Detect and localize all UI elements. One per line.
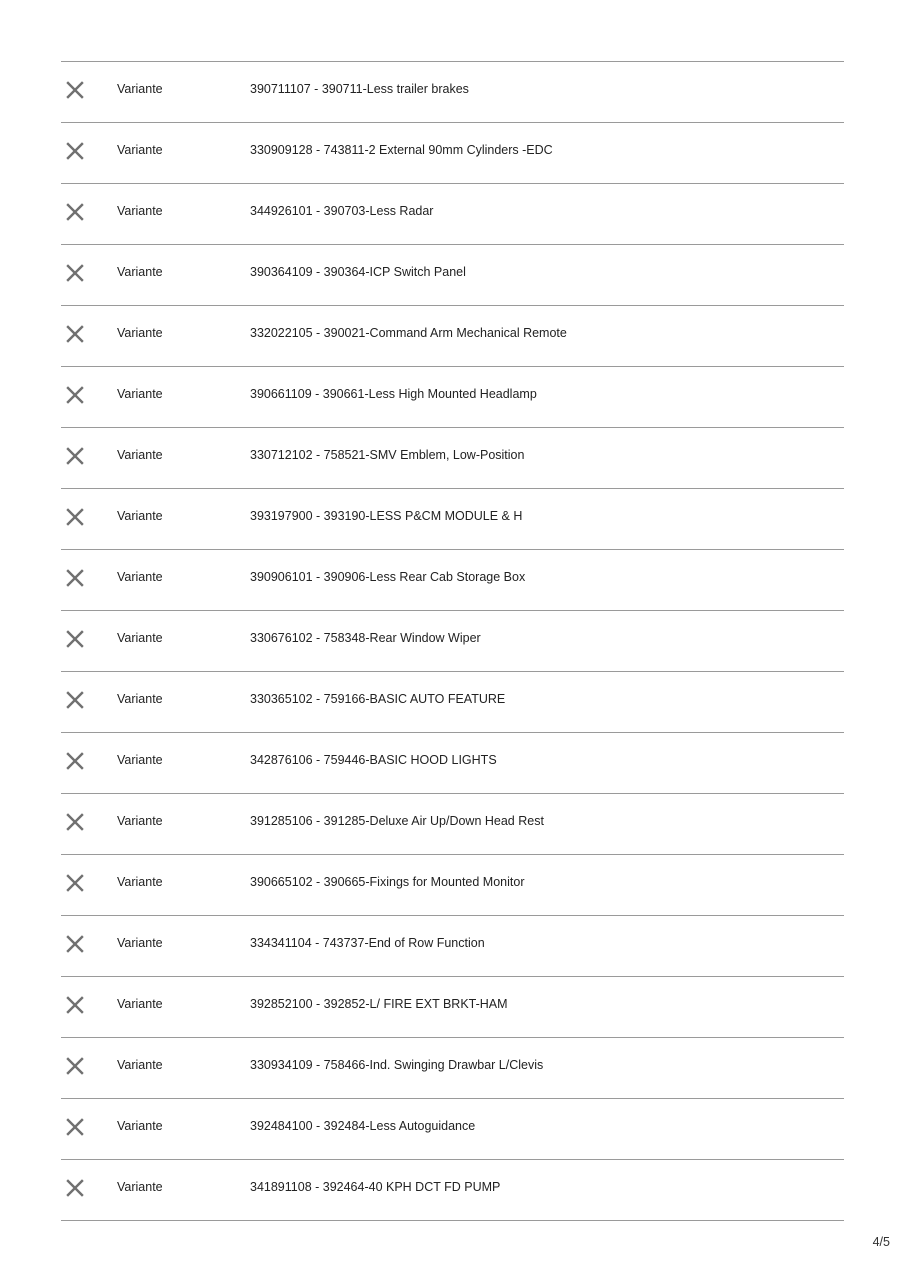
item-type: Variante: [117, 570, 163, 584]
list-item: [61, 916, 844, 977]
item-type: Variante: [117, 936, 163, 950]
item-description: 391285106 - 391285-Deluxe Air Up/Down Head Rest: [250, 814, 544, 828]
item-type: Variante: [117, 143, 163, 157]
list-item: [61, 123, 844, 184]
item-type: Variante: [117, 326, 163, 340]
close-x-icon: [65, 690, 85, 710]
item-description: 330365102 - 759166-BASIC AUTO FEATURE: [250, 692, 506, 706]
item-description: 341891108 - 392464-40 KPH DCT FD PUMP: [250, 1180, 501, 1194]
item-description: 330934109 - 758466-Ind. Swinging Drawbar L/Clevis: [250, 1058, 544, 1072]
close-x-icon: [65, 263, 85, 283]
close-x-icon: [65, 629, 85, 649]
item-type: Variante: [117, 631, 163, 645]
item-type: Variante: [117, 814, 163, 828]
item-description: 330712102 - 758521-SMV Emblem, Low-Position: [250, 448, 525, 462]
list-item: [61, 855, 844, 916]
item-description: 392484100 - 392484-Less Autoguidance: [250, 1119, 476, 1133]
item-type: Variante: [117, 1119, 163, 1133]
item-description: 330909128 - 743811-2 External 90mm Cylinders -EDC: [250, 143, 553, 157]
close-x-icon: [65, 446, 85, 466]
item-type: Variante: [117, 387, 163, 401]
close-x-icon: [65, 934, 85, 954]
list-item: [61, 306, 844, 367]
item-description: 334341104 - 743737-End of Row Function: [250, 936, 485, 950]
item-description: 342876106 - 759446-BASIC HOOD LIGHTS: [250, 753, 497, 767]
list-item: [61, 794, 844, 855]
variant-list: [61, 61, 844, 1221]
list-item: [61, 550, 844, 611]
item-type: Variante: [117, 448, 163, 462]
list-item: [61, 977, 844, 1038]
close-x-icon: [65, 80, 85, 100]
close-x-icon: [65, 812, 85, 832]
page-number: 4/5: [872, 1235, 890, 1249]
close-x-icon: [65, 141, 85, 161]
item-description: 390665102 - 390665-Fixings for Mounted Monitor: [250, 875, 525, 889]
item-type: Variante: [117, 692, 163, 706]
item-description: 390906101 - 390906-Less Rear Cab Storage Box: [250, 570, 526, 584]
close-x-icon: [65, 1056, 85, 1076]
item-type: Variante: [117, 509, 163, 523]
item-description: 332022105 - 390021-Command Arm Mechanical Remote: [250, 326, 567, 340]
item-description: 344926101 - 390703-Less Radar: [250, 204, 434, 218]
list-item: [61, 428, 844, 489]
list-item: [61, 184, 844, 245]
close-x-icon: [65, 995, 85, 1015]
close-x-icon: [65, 385, 85, 405]
list-item: [61, 245, 844, 306]
item-description: 390364109 - 390364-ICP Switch Panel: [250, 265, 466, 279]
list-item: [61, 611, 844, 672]
list-item: [61, 672, 844, 733]
list-item: [61, 62, 844, 123]
item-type: Variante: [117, 265, 163, 279]
item-type: Variante: [117, 753, 163, 767]
close-x-icon: [65, 873, 85, 893]
list-item: [61, 733, 844, 794]
item-description: 330676102 - 758348-Rear Window Wiper: [250, 631, 481, 645]
close-x-icon: [65, 202, 85, 222]
list-item: [61, 489, 844, 550]
item-type: Variante: [117, 82, 163, 96]
item-type: Variante: [117, 997, 163, 1011]
item-description: 393197900 - 393190-LESS P&CM MODULE & H: [250, 509, 523, 523]
close-x-icon: [65, 568, 85, 588]
list-item: [61, 1160, 844, 1221]
list-item: [61, 1038, 844, 1099]
item-type: Variante: [117, 204, 163, 218]
close-x-icon: [65, 1117, 85, 1137]
item-type: Variante: [117, 875, 163, 889]
item-description: 392852100 - 392852-L/ FIRE EXT BRKT-HAM: [250, 997, 508, 1011]
list-item: [61, 1099, 844, 1160]
item-description: 390661109 - 390661-Less High Mounted Headlamp: [250, 387, 537, 401]
item-description: 390711107 - 390711-Less trailer brakes: [250, 82, 469, 96]
close-x-icon: [65, 751, 85, 771]
item-type: Variante: [117, 1058, 163, 1072]
close-x-icon: [65, 1178, 85, 1198]
close-x-icon: [65, 324, 85, 344]
list-item: [61, 367, 844, 428]
item-type: Variante: [117, 1180, 163, 1194]
close-x-icon: [65, 507, 85, 527]
